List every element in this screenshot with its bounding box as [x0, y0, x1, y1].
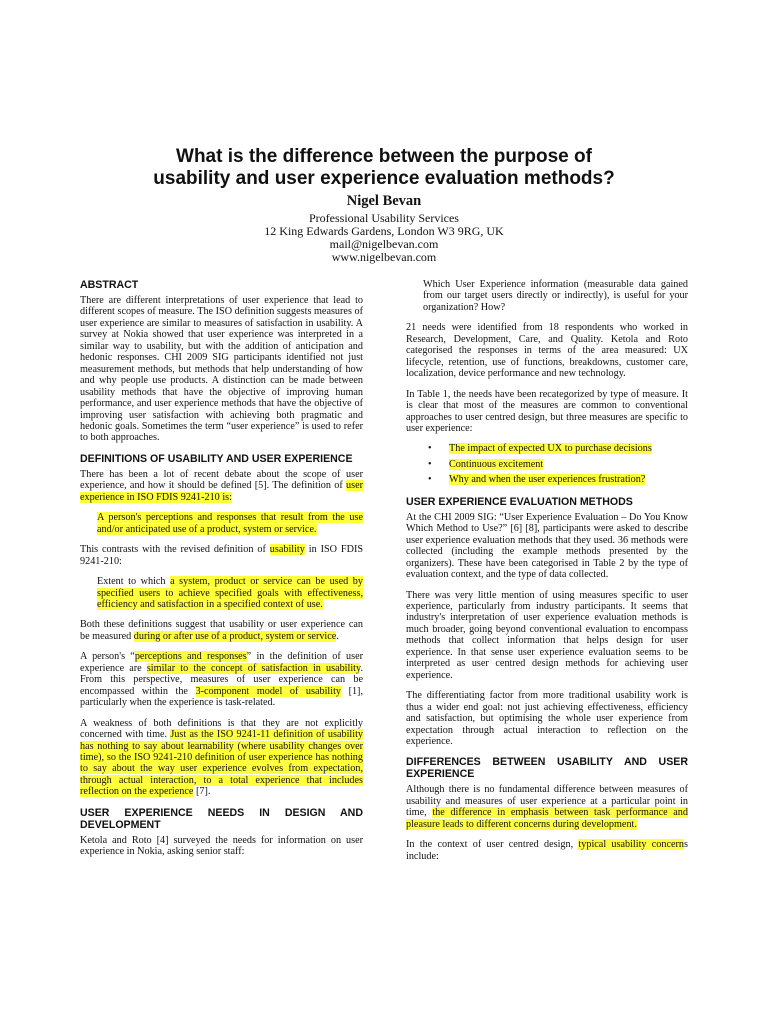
author-website: www.nigelbevan.com — [331, 250, 437, 264]
text-run: This contrasts with the revised definition of — [80, 544, 270, 556]
differences-paragraph-2 — [406, 839, 688, 862]
needs-paragraph-2: 21 needs were identified from 18 respondents who worked in Research, Development, Care, and Quality. Ketola and Roto categorised the responses in terms of the area measured: UX lifecycle, retention, use of functions, breakdowns, customer care, localization, device performance and new technology. — [406, 322, 688, 380]
abstract-text: There are different interpretations of user experience that lead to different scopes of measure. The ISO definition suggests measures of user experience are similar to measures of satisfaction in usability. A survey at Nokia showed that user experience was interpreted in a similar way to usability, but with the addition of anticipation and hedonic responses. CHI 2009 SIG participants identified not just measurement methods, but methods that help understanding of how and why people use products. A distinction can be made between usability methods that have the objective of improving human performance, and user experience methods that have the objective of improving user satisfaction with achieving both pragmatic and hedonic goals. Sometimes the term “user experience” is used to refer to both approaches. — [80, 295, 363, 444]
evaluation-methods-heading: USER EXPERIENCE EVALUATION METHODS — [406, 495, 633, 508]
title-line-2: usability and user experience evaluation methods? — [153, 168, 615, 189]
needs-heading: USER EXPERIENCE NEEDS IN DESIGN AND DEVELOPMENT — [80, 806, 363, 831]
right-column — [406, 279, 688, 871]
highlight: perceptions and responses — [134, 651, 247, 663]
text-run: . From this perspective, measures of user experience can be encompassed within the — [80, 662, 363, 697]
text-run: Extent to which — [97, 576, 171, 588]
title-line-1: What is the difference between the purpose of — [176, 146, 592, 167]
definitions-paragraph-4 — [80, 651, 363, 708]
text-run: A person's “ — [80, 651, 135, 663]
highlight: a system, product or service can be used by specified users to achieve specified goals with effectiveness, efficiency and satisfaction in a specified context of use. — [97, 576, 363, 610]
highlight: 3-component model of usability — [195, 685, 341, 697]
text-run: [7]. — [193, 786, 211, 798]
highlight: A person's perceptions and responses that result from the use and/or anticipated use of a product, system or service. — [97, 512, 363, 535]
text-run: There has been a lot of recent debate about the scope of user experience, and how it should be defined [5]. The definition of — [80, 468, 363, 492]
bullet-icon: • — [428, 458, 432, 470]
text-run: s include: — [406, 839, 688, 862]
author-address: 12 King Edwards Gardens, London W3 9RG, UK — [264, 224, 504, 238]
author-affiliation: Professional Usability Services — [309, 211, 459, 225]
left-column — [80, 279, 363, 867]
list-item — [406, 459, 688, 470]
definitions-paragraph-1 — [80, 469, 363, 503]
definitions-paragraph-2 — [80, 544, 363, 567]
highlight: the difference in emphasis between task performance and pleasure leads to different concerns during development. — [406, 807, 688, 830]
survey-question: Which User Experience information (measurable data gained from our target users directly or indirectly), is useful for your organization? How? — [423, 279, 688, 313]
text-run: in ISO FDIS 9241-210: — [80, 544, 364, 567]
highlight: The impact of expected UX to purchase decisions — [449, 443, 652, 455]
abstract-heading: ABSTRACT — [80, 279, 139, 291]
bullet-icon: • — [428, 474, 432, 486]
highlight: during or after use of a product, system or service — [133, 630, 337, 642]
differences-paragraph-1 — [406, 784, 688, 830]
definitions-paragraph-5 — [80, 718, 363, 798]
title-block — [0, 146, 768, 264]
evaluation-paragraph-3: The differentiating factor from more traditional usability work is thus a wider end goal: not just achieving effectiveness, efficiency and satisfaction, but optimising the whole user experience from expectation through actual interaction to reflection on the experience. — [406, 690, 688, 747]
usability-definition-quote — [97, 576, 363, 610]
definitions-paragraph-3 — [80, 619, 363, 642]
author-email: mail@nigelbevan.com — [329, 237, 439, 251]
text-run: Although there is no fundamental difference between measures of usability and measures of user experience at a particular point in time, — [406, 784, 688, 819]
definitions-heading: DEFINITIONS OF USABILITY AND USER EXPERIENCE — [80, 452, 353, 465]
ux-definition-quote — [97, 512, 363, 535]
highlight: typical usability concern — [578, 839, 685, 851]
bullet-icon: • — [428, 443, 432, 455]
paper-title — [0, 146, 768, 190]
text-run: A weakness of both definitions is that they are not explicitly concerned with time. — [80, 717, 363, 741]
highlight: Just as the ISO 9241-11 definition of usability has nothing to say about learnability (where usability changes over time), so the ISO 9241-210 definition of user experience has nothing to say about the way user experience evolves from expectation, through actual interaction, to a total experience that includes reflection on the experience — [80, 729, 363, 798]
differences-heading: DIFFERENCES BETWEEN USABILITY AND USER EXPERIENCE — [406, 756, 688, 781]
highlight: usability — [269, 544, 305, 556]
needs-paragraph-1: Ketola and Roto [4] surveyed the needs for information on user experience in Nokia, asking senior staff: — [80, 834, 363, 858]
evaluation-paragraph-1: At the CHI 2009 SIG: “User Experience Evaluation – Do You Know Which Method to Use?” [6] [8], participants were asked to describe user experience evaluation methods that they used. 36 methods were collected (including the example methods presented by the organizers). These have been categorised in Table 2 by the type of evaluation context, and the type of data collected. — [406, 511, 688, 581]
author-name: Nigel Bevan — [346, 193, 422, 209]
highlight: Continuous excitement — [449, 458, 544, 470]
text-run: [1], particularly when the experience is task-related. — [80, 685, 363, 709]
ux-measures-list — [406, 443, 688, 485]
highlight: user experience in ISO FDIS 9241-210 is: — [80, 480, 363, 503]
highlight: similar to the concept of satisfaction in usability — [146, 662, 361, 674]
needs-paragraph-3: In Table 1, the needs have been recategorized by type of measure. It is clear that most of the measures are common to conventional approaches to user centred design, but three measures are specific to user experience: — [406, 388, 688, 434]
text-run: ” in the definition of user experience are — [80, 651, 363, 674]
text-run: In the context of user centred design, — [406, 839, 579, 851]
text-run: . — [336, 630, 339, 642]
highlight: Why and when the user experiences frustration? — [449, 474, 646, 486]
evaluation-paragraph-2: There was very little mention of using measures specific to user experience, particularly from industry participants. It seems that industry's interpretation of user experience evaluation methods is much broader, going beyond conventional evaluation to encompass methods that collect information that helps design for user experience. In that sense user experience evaluation seems to be interpreted as user centred design methods for achieving user experience. — [406, 589, 688, 681]
text-run: Both these definitions suggest that usability or user experience can be measured — [80, 619, 363, 642]
list-item — [406, 443, 688, 454]
list-item — [406, 474, 688, 485]
